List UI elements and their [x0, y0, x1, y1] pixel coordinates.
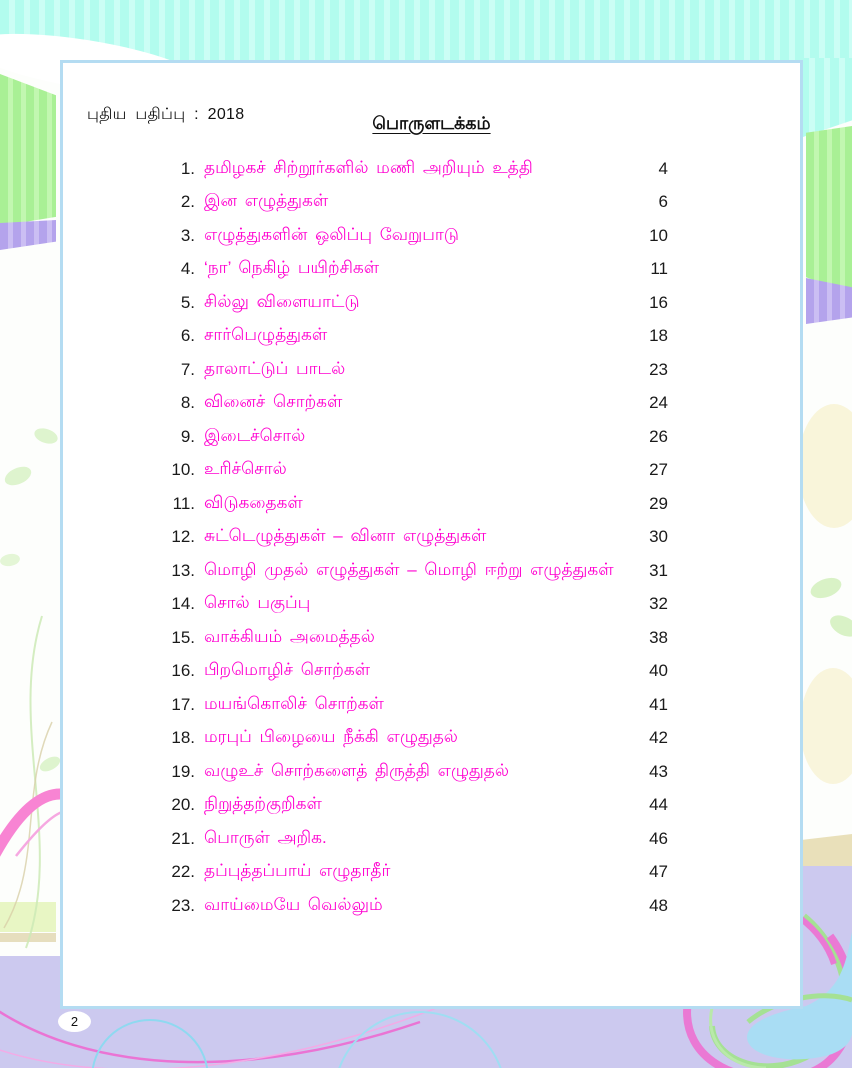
toc-item-page: 46 [649, 828, 668, 848]
toc-item-page: 16 [649, 292, 668, 312]
toc-row [130, 889, 668, 923]
toc-item-page: 10 [649, 225, 668, 245]
toc-item-title: மரபுப் பிழையை நீக்கி எழுதுதல் [204, 727, 458, 747]
toc-row [130, 420, 668, 454]
toc-item-title: சொல் பகுப்பு [204, 593, 311, 613]
toc-item-number: 7. [180, 359, 195, 379]
toc-item-page: 26 [649, 426, 668, 446]
toc-item-number: 2. [180, 192, 195, 212]
toc-item-title: இன எழுத்துகள் [204, 191, 329, 211]
toc-item-number: 21. [171, 828, 195, 848]
page-number: 2 [70, 1014, 79, 1029]
decor-green-stripe-bottom-left [0, 902, 56, 932]
decor-green-striped-band-left [0, 74, 56, 226]
toc-item-page: 43 [649, 761, 668, 781]
toc-row [130, 286, 668, 320]
toc-item-title: சில்லு விளையாட்டு [204, 291, 360, 311]
toc-item-number: 18. [171, 728, 195, 748]
toc-item-title: வழுஉச் சொற்களைத் திருத்தி எழுதுதல் [204, 760, 509, 780]
toc-item-page: 24 [649, 393, 668, 413]
toc-row [130, 655, 668, 689]
toc-row [130, 789, 668, 823]
toc-item-number: 23. [171, 895, 195, 915]
toc-item-page: 38 [649, 627, 668, 647]
page-number-badge [58, 1011, 91, 1032]
toc-item-title: விடுகதைகள் [204, 492, 303, 512]
toc-item-title: வாய்மையே வெல்லும் [204, 894, 383, 914]
toc-row [130, 320, 668, 354]
toc-item-page: 6 [658, 192, 668, 212]
toc-item-title: எழுத்துகளின் ஒலிப்பு வேறுபாடு [204, 224, 459, 244]
toc-row [130, 688, 668, 722]
toc-item-number: 19. [171, 761, 195, 781]
toc-row [130, 353, 668, 387]
toc-row [130, 588, 668, 622]
toc-item-number: 10. [171, 460, 195, 480]
page-title: பொருளடக்கம் [372, 113, 491, 133]
toc-item-page: 11 [650, 259, 668, 279]
toc-list [130, 152, 668, 923]
toc-item-page: 32 [649, 594, 668, 614]
toc-item-page: 27 [649, 460, 668, 480]
toc-row [130, 253, 668, 287]
toc-item-number: 4. [180, 259, 195, 279]
toc-item-title: தமிழகச் சிற்றூர்களில் மணி அறியும் உத்தி [204, 157, 533, 177]
toc-item-number: 5. [180, 292, 195, 312]
toc-item-title: பிறமொழிச் சொற்கள் [204, 660, 371, 680]
toc-row [130, 521, 668, 555]
decor-tan-stripe-bottom-left [0, 933, 56, 942]
toc-row [130, 621, 668, 655]
toc-item-title: தாலாட்டுப் பாடல் [204, 358, 346, 378]
toc-item-page: 44 [649, 795, 668, 815]
toc-item-number: 17. [171, 694, 195, 714]
toc-item-page: 48 [649, 895, 668, 915]
edition-label: புதிய பதிப்பு : 2018 [87, 106, 245, 123]
toc-item-number: 22. [171, 862, 195, 882]
decor-green-striped-band-right [806, 126, 852, 294]
decor-yellow-blob [798, 404, 852, 528]
toc-item-number: 16. [171, 661, 195, 681]
toc-item-title: சுட்டெழுத்துகள் – வினா எழுத்துகள் [204, 526, 487, 546]
toc-item-page: 42 [649, 728, 668, 748]
toc-item-title: ‘நா’ நெகிழ் பயிற்சிகள் [204, 258, 380, 278]
toc-item-page: 29 [649, 493, 668, 513]
toc-item-page: 31 [649, 560, 668, 580]
toc-row [130, 186, 668, 220]
toc-item-title: வினைச் சொற்கள் [204, 392, 343, 412]
toc-item-number: 13. [171, 560, 195, 580]
toc-row [130, 487, 668, 521]
toc-item-page: 4 [658, 158, 668, 178]
toc-item-number: 6. [180, 326, 195, 346]
toc-item-number: 3. [180, 225, 195, 245]
decor-cyan-striped-band-right [800, 58, 852, 138]
toc-row [130, 856, 668, 890]
toc-item-title: பொருள் அறிக. [204, 827, 327, 847]
toc-item-page: 47 [649, 862, 668, 882]
toc-row [130, 755, 668, 789]
toc-item-number: 8. [180, 393, 195, 413]
toc-row [130, 722, 668, 756]
toc-item-number: 11. [172, 493, 195, 513]
toc-item-number: 15. [171, 627, 195, 647]
content-panel [60, 60, 803, 1009]
toc-item-title: உரிச்சொல் [204, 459, 287, 479]
toc-item-number: 12. [171, 527, 195, 547]
toc-item-page: 30 [649, 527, 668, 547]
toc-item-page: 41 [649, 694, 668, 714]
toc-item-page: 18 [649, 326, 668, 346]
decor-purple-striped-band-left [0, 220, 56, 250]
toc-row [130, 822, 668, 856]
toc-row [130, 554, 668, 588]
toc-item-title: சார்பெழுத்துகள் [204, 325, 328, 345]
toc-item-title: வாக்கியம் அமைத்தல் [204, 626, 375, 646]
toc-item-title: நிறுத்தற்குறிகள் [204, 794, 322, 814]
toc-item-page: 23 [649, 359, 668, 379]
toc-item-number: 14. [171, 594, 195, 614]
toc-item-number: 1. [180, 158, 195, 178]
toc-item-title: தப்புத்தப்பாய் எழுதாதீர் [204, 861, 391, 881]
toc-row [130, 387, 668, 421]
toc-item-number: 20. [171, 795, 195, 815]
decor-yellow-blob [800, 668, 852, 784]
toc-row [130, 454, 668, 488]
toc-item-title: இடைச்சொல் [204, 425, 306, 445]
toc-item-title: மொழி முதல் எழுத்துகள் – மொழி ஈற்று எழுத்துகள் [204, 559, 614, 579]
toc-item-title: மயங்கொலிச் சொற்கள் [204, 693, 384, 713]
toc-item-page: 40 [649, 661, 668, 681]
toc-row [130, 219, 668, 253]
toc-item-number: 9. [180, 426, 195, 446]
toc-row [130, 152, 668, 186]
